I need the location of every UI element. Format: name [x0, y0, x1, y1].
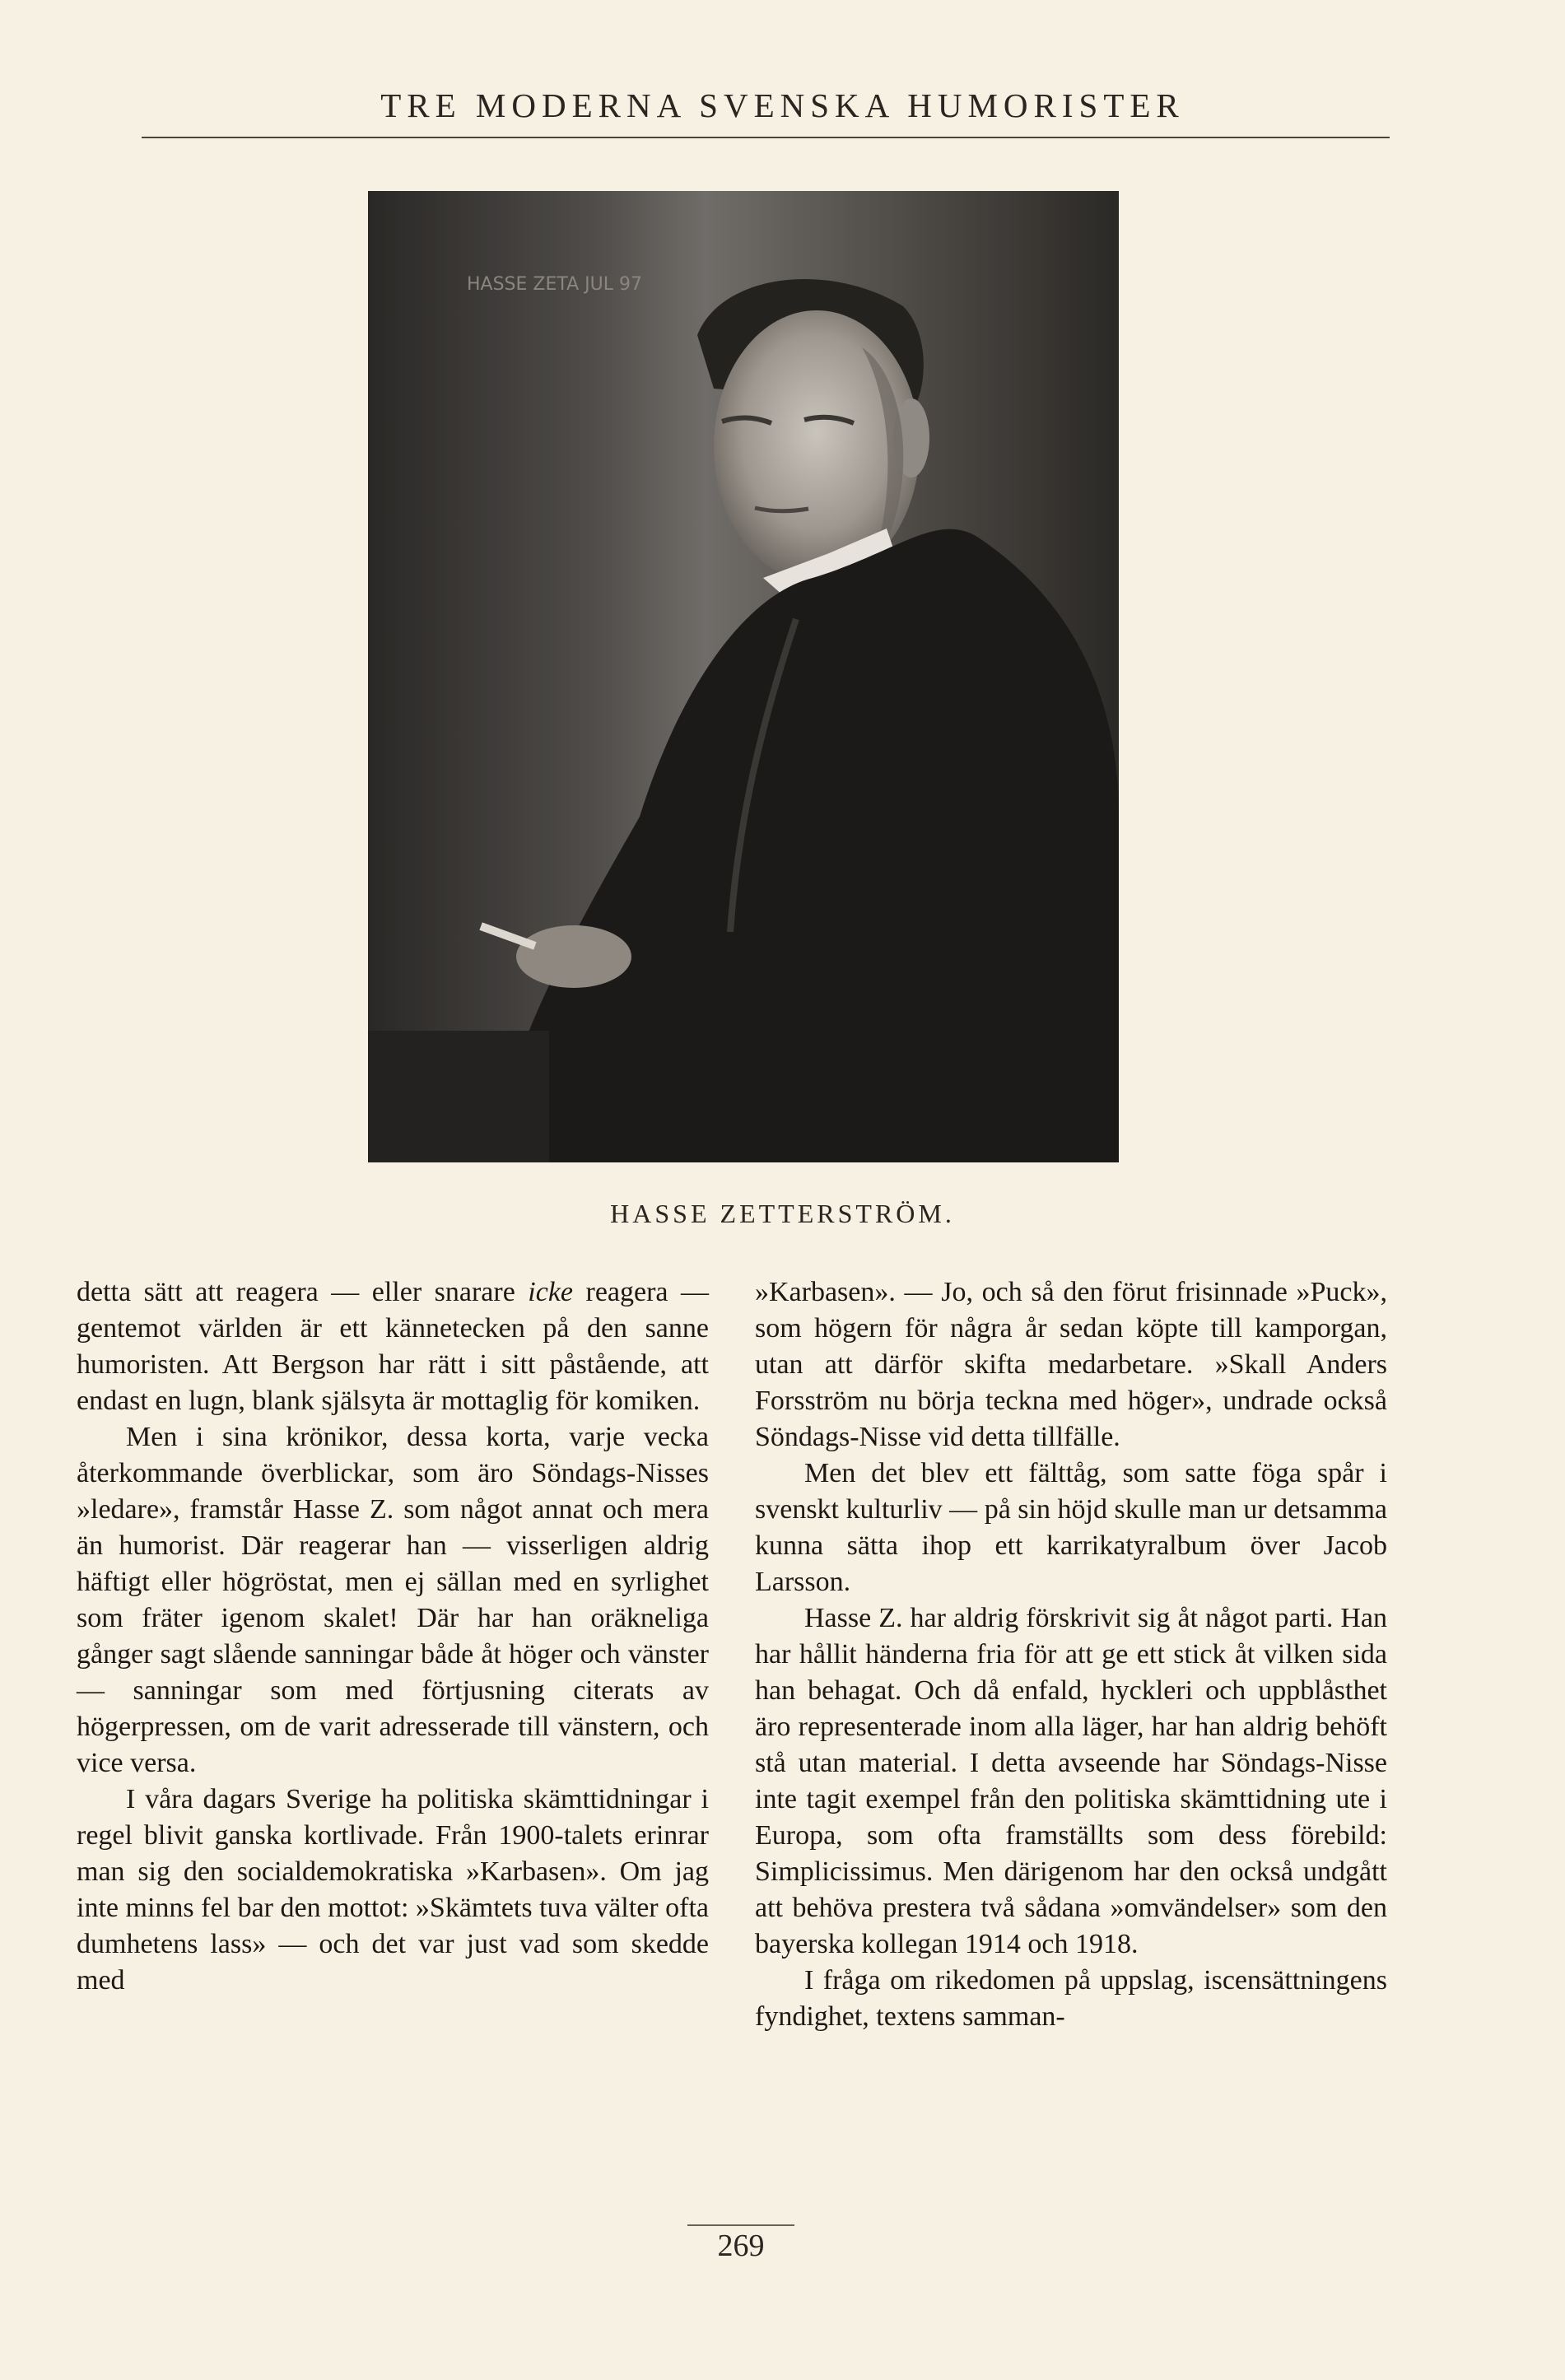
right-paragraph-4: I fråga om rikedomen på uppslag, iscensättningens fyndighet, textens samman- — [755, 1965, 1387, 2032]
portrait-photograph — [368, 191, 1119, 1162]
right-column — [755, 1274, 1387, 2035]
right-paragraph-3: Hasse Z. har aldrig förskrivit sig åt något parti. Han har hållit händerna fria för att ge ett stick åt vilken sida han behagat. Och då enfald, hyckleri och uppblåsthet äro representerade inom alla läger, har han aldrig behöft stå utan material. I detta avseende har Söndags-Nisse inte tagit exempel från den politiska skämttidning ute i Europa, som ofta framställts som dess förebild: Simplicissimus. Men därigenom har den också undgått att behöva prestera två sådana »omvändelser» som den bayerska kollegan 1914 och 1918. — [755, 1603, 1387, 1959]
photo-caption: HASSE ZETTERSTRÖM. — [610, 1199, 955, 1228]
running-head: TRE MODERNA SVENSKA HUMORISTER — [380, 86, 1185, 124]
left-paragraph-2: Men i sina krönikor, dessa korta, varje vecka återkommande överblickar, som äro Söndags-Nisses »ledare», framstår Hasse Z. som något annat och mera än humorist. Där reagerar han — visserligen aldrig häftigt eller högröstat, men ej sällan med en syrlighet som fräter igenom skalet! Där har han oräkneliga gånger sagt slående sanningar både åt höger och vänster — sanningar som med förtjusning citerats av högerpressen, om de varit adresserade till vänstern, och vice versa. — [77, 1422, 709, 1778]
page-number: 269 — [717, 2229, 765, 2263]
emphasis-icke: icke — [528, 1277, 573, 1307]
left-paragraph-3: I våra dagars Sverige ha politiska skämttidningar i regel blivit ganska kortlivade. Från 1900-talets erinrar man sig den socialdemokratiska »Karbasen». Om jag inte minns fel bar den mottot: »Skämtets tuva välter ofta dumhetens lass» — och det var just vad som skedde med — [77, 1784, 709, 1996]
page-number-rule — [687, 2224, 794, 2226]
right-paragraph-2: Men det blev ett fälttåg, som satte föga spår i svenskt kulturliv — på sin höjd skulle man ur detsamma kunna sätta ihop ett karrikatyralbum över Jacob Larsson. — [755, 1458, 1387, 1597]
photographer-signature — [467, 274, 642, 295]
header-rule — [142, 137, 1390, 138]
svg-text:HASSE ZETA JUL 97: HASSE ZETA JUL 97 — [467, 274, 642, 295]
left-column — [77, 1274, 709, 1999]
left-paragraph-1: detta sätt att reagera — eller snarare icke reagera — gentemot världen är ett kännetecken på den sanne humoristen. Att Bergson har rätt i sitt påstående, att endast en lugn, blank själsyta är mottaglig för komiken. — [77, 1277, 709, 1416]
right-paragraph-1: »Karbasen». — Jo, och så den förut frisinnade »Puck», som högern för några år sedan köpte till kamporgan, utan att därför skifta medarbetare. »Skall Anders Forsström nu börja teckna med höger», undrade också Söndags-Nisse vid detta tillfälle. — [755, 1277, 1387, 1452]
